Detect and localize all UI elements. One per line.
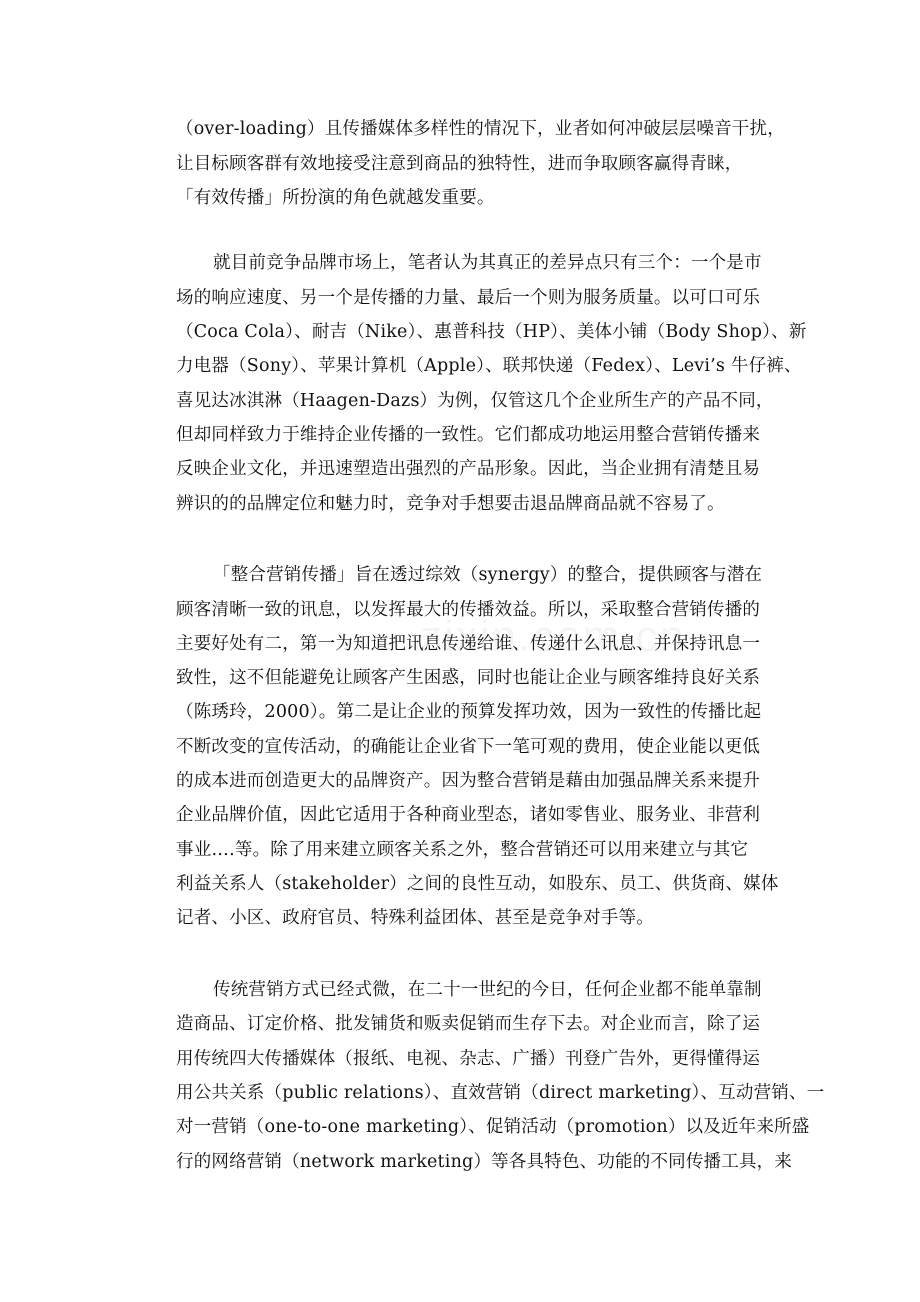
text-line: 让目标顾客群有效地接受注意到商品的独特性，进而争取顾客赢得青睐， <box>176 154 743 174</box>
text-line: 反映企业文化，并迅速塑造出强烈的产品形象。因此，当企业拥有清楚且易 <box>176 459 761 479</box>
text-line: 的成本进而创造更大的品牌资产。因为整合营销是藉由加强品牌关系来提升 <box>176 771 761 791</box>
text-line: 「整合营销传播」旨在透过综效（synergy）的整合，提供顾客与潜在 <box>213 565 763 585</box>
text-line: 用传统四大传播媒体（报纸、电视、杂志、广播）刊登广告外，更得懂得运 <box>176 1049 761 1069</box>
text-line: 造商品、订定价格、批发铺货和贩卖促销而生存下去。对企业而言，除了运 <box>176 1014 761 1034</box>
text-line: 对一营销（one-to-one marketing）、促销活动（promotion）以及近年来所盛 <box>176 1117 810 1137</box>
text-line: 传统营销方式已经式微，在二十一世纪的今日，任何企业都不能单靠制 <box>213 980 762 1000</box>
text-line: （陈琇玲，2000）。第二是让企业的预算发挥功效，因为一致性的传播比起 <box>176 702 762 722</box>
text-line: 喜见达冰淇淋（Haagen-Dazs）为例，仅管这几个企业所生产的产品不同， <box>176 391 774 411</box>
text-line: 主要好处有二，第一为知道把讯息传递给谁、传递什么讯息、并保持讯息一 <box>176 634 761 654</box>
text-line: 顾客清晰一致的讯息，以发挥最大的传播效益。所以，采取整合营销传播的 <box>176 600 761 620</box>
text-line: 辨识的的品牌定位和魅力时，竞争对手想要击退品牌商品就不容易了。 <box>176 494 725 514</box>
text-line: 利益关系人（stakeholder）之间的良性互动，如股东、员工、供货商、媒体 <box>176 874 779 894</box>
text-line: 事业….等。除了用来建立顾客关系之外，整合营销还可以用来建立与其它 <box>176 840 749 860</box>
text-line: 「有效传播」所扮演的角色就越发重要。 <box>176 188 495 208</box>
text-line: （over-loading）且传播媒体多样性的情况下，业者如何冲破层层噪音干扰， <box>176 119 785 139</box>
text-line: 不断改变的宣传活动，的确能让企业省下一笔可观的费用，使企业能以更低 <box>176 737 761 757</box>
text-line: 用公共关系（public relations）、直效营销（direct marketing）、互动营销、一 <box>176 1083 825 1103</box>
text-line: 企业品牌价值，因此它适用于各种商业型态，诸如零售业、服务业、非营利 <box>176 805 761 825</box>
text-line: 就目前竞争品牌市场上，笔者认为其真正的差异点只有三个：一个是市 <box>213 253 762 273</box>
text-line: （Coca Cola）、耐吉（Nike）、惠普科技（HP）、美体小铺（Body Shop）、新 <box>176 322 807 342</box>
text-line: 记者、小区、政府官员、特殊利益团体、甚至是竞争对手等。 <box>176 908 654 928</box>
text-line: 场的响应速度、另一个是传播的力量、最后一个则为服务质量。以可口可乐 <box>176 288 761 308</box>
text-line: 但却同样致力于维持企业传播的一致性。它们都成功地运用整合营销传播来 <box>176 425 761 445</box>
text-line: 力电器（Sony）、苹果计算机（Apple）、联邦快递（Fedex）、Levi’s 牛仔裤、 <box>176 356 802 376</box>
text-line: 致性，这不但能避免让顾客产生困惑，同时也能让企业与顾客维持良好关系 <box>176 668 761 688</box>
text-line: 行的网络营销（network marketing）等各具特色、功能的不同传播工具，来 <box>176 1152 793 1172</box>
